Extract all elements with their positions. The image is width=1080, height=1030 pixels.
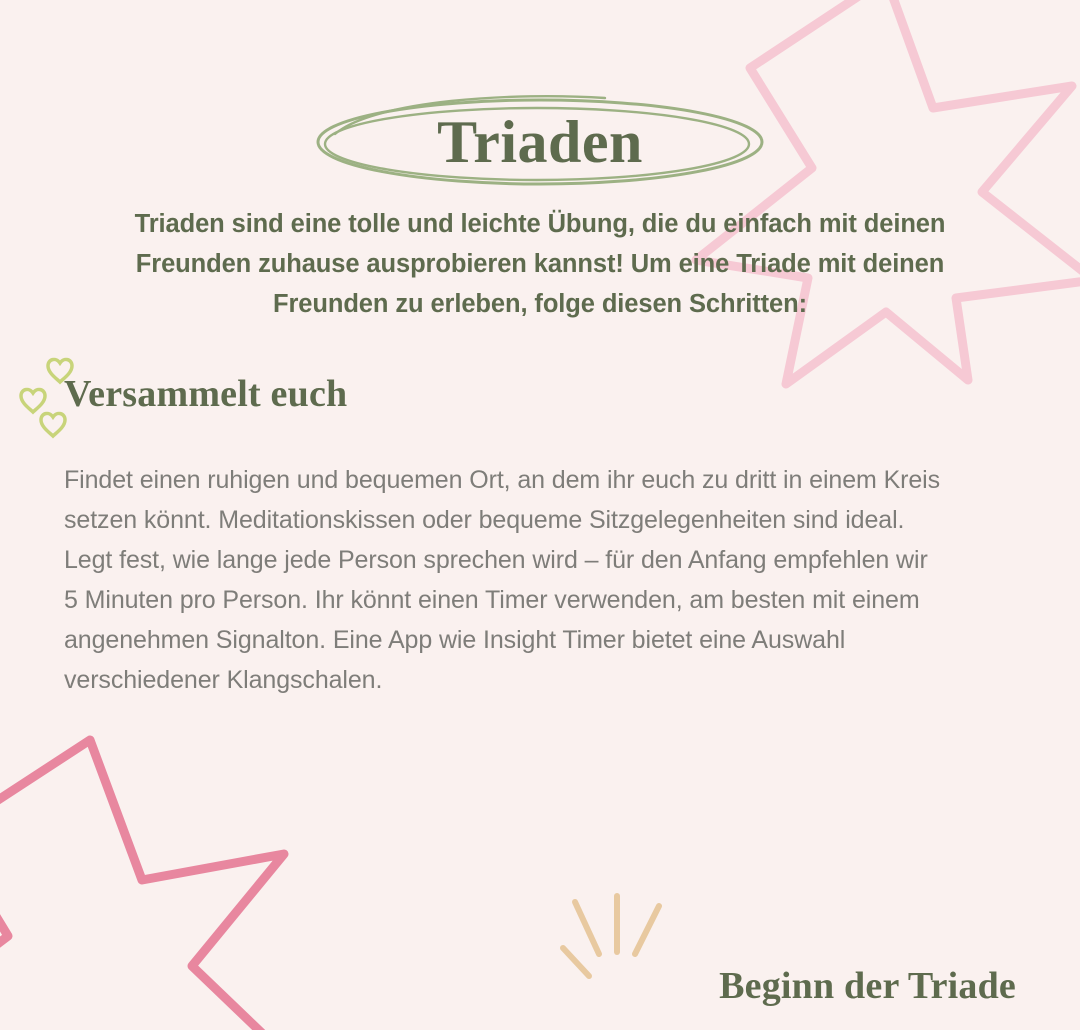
section-heading: Versammelt euch <box>64 373 348 415</box>
page-title: Triaden <box>437 109 643 175</box>
intro-paragraph: Triaden sind eine tolle und leichte Übung, die du einfach mit deinen Freunden zuhause ausprobieren kannst! Um eine Triade mit deinen Freunden zu erleben, folge diesen Schritten: <box>134 210 946 318</box>
section-body: Findet einen ruhigen und bequemen Ort, an dem ihr euch zu dritt in einem Kreis setzen könnt. Meditationskissen oder bequeme Sitzgelegenheiten sind ideal. Legt fest, wie lange jede Person sprechen wird – für den Anfang empfehlen wir 5 Minuten pro Person. Ihr könnt einen Timer verwenden, am besten mit einem angenehmen Signalton. Eine App wie Insight Timer bietet eine Auswahl verschiedener Klangschalen. <box>64 466 941 694</box>
poster-content <box>0 92 1080 700</box>
title-block <box>305 92 775 192</box>
star-bottom-left-icon <box>0 730 300 1030</box>
section-versammelt-euch <box>0 372 1080 700</box>
footer-heading: Beginn der Triade <box>719 965 1016 1007</box>
sparkle-lines-icon <box>555 890 675 1000</box>
